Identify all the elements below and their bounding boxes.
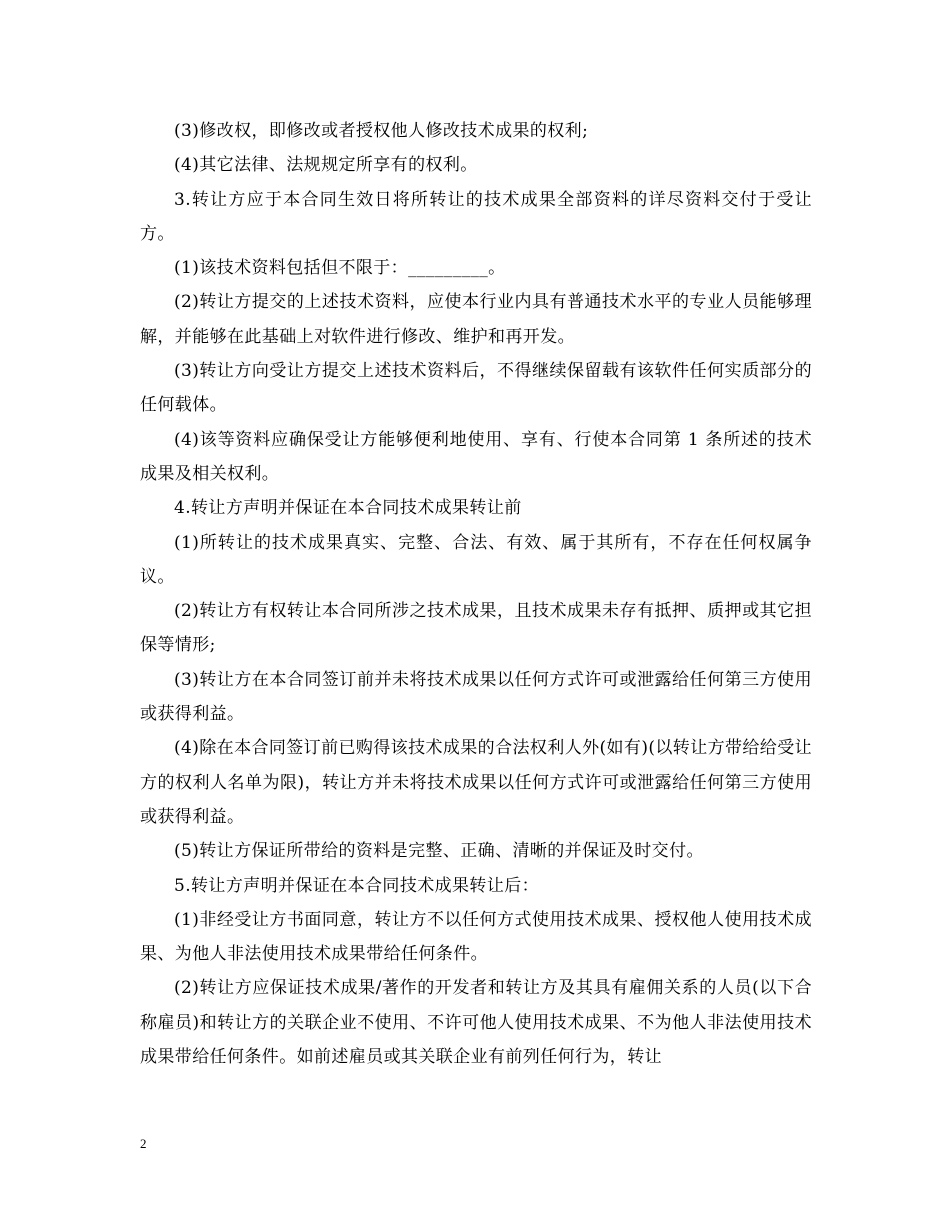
- paragraph: 4.转让方声明并保证在本合同技术成果转让前: [174, 498, 522, 519]
- page-number: 2: [140, 1136, 147, 1151]
- paragraph: (1)该技术资料包括但不限于：_________。: [174, 258, 506, 279]
- paragraph: (1)非经受让方书面同意，转让方不以任何方式使用技术成果、授权他人使用技术成果、为他人非法使用技术成果带给任何条件。: [140, 909, 812, 965]
- paragraph: (3)修改权，即修改或者授权他人修改技术成果的权利;: [174, 121, 589, 141]
- paragraph: (4)其它法律、法规规定所享有的权利。: [174, 155, 478, 176]
- paragraph: (2)转让方提交的上述技术资料，应使本行业内具有普通技术水平的专业人员能够理解，并能够在此基础上对软件进行修改、维护和再开发。: [140, 292, 812, 347]
- paragraph: 3.转让方应于本合同生效日将所转让的技术成果全部资料的详尽资料交付于受让方。: [140, 189, 812, 244]
- paragraph: (1)所转让的技术成果真实、完整、合法、有效、属于其所有，不存在任何权属争议。: [140, 532, 812, 587]
- paragraph: 5.转让方声明并保证在本合同技术成果转让后：: [174, 875, 540, 896]
- paragraph: (2)转让方应保证技术成果/著作的开发者和转让方及其具有雇佣关系的人员(以下合称雇员)和转让方的关联企业不使用、不许可他人使用技术成果、不为他人非法使用技术成果带给任何条件。如前述雇员或其关联企业有前列任何行为，转让: [140, 978, 812, 1068]
- paragraph: (4)除在本合同签订前已购得该技术成果的合法权利人外(如有)(以转让方带给给受让方的权利人名单为限)，转让方并未将技术成果以任何方式许可或泄露给任何第三方使用或获得利益。: [140, 738, 812, 827]
- paragraph: (5)转让方保证所带给的资料是完整、正确、清晰的并保证及时交付。: [174, 841, 704, 862]
- paragraph: (3)转让方在本合同签订前并未将技术成果以任何方式许可或泄露给任何第三方使用或获得利益。: [140, 669, 812, 725]
- paragraph: (4)该等资料应确保受让方能够便利地使用、享有、行使本合同第 1 条所述的技术成果及相关权利。: [140, 429, 812, 484]
- document-body: [140, 114, 812, 1074]
- paragraph: (3)转让方向受让方提交上述技术资料后，不得继续保留载有该软件任何实质部分的任何载体。: [140, 361, 812, 416]
- paragraph: (2)转让方有权转让本合同所涉之技术成果，且技术成果未存有抵押、质押或其它担保等情形;: [140, 601, 812, 656]
